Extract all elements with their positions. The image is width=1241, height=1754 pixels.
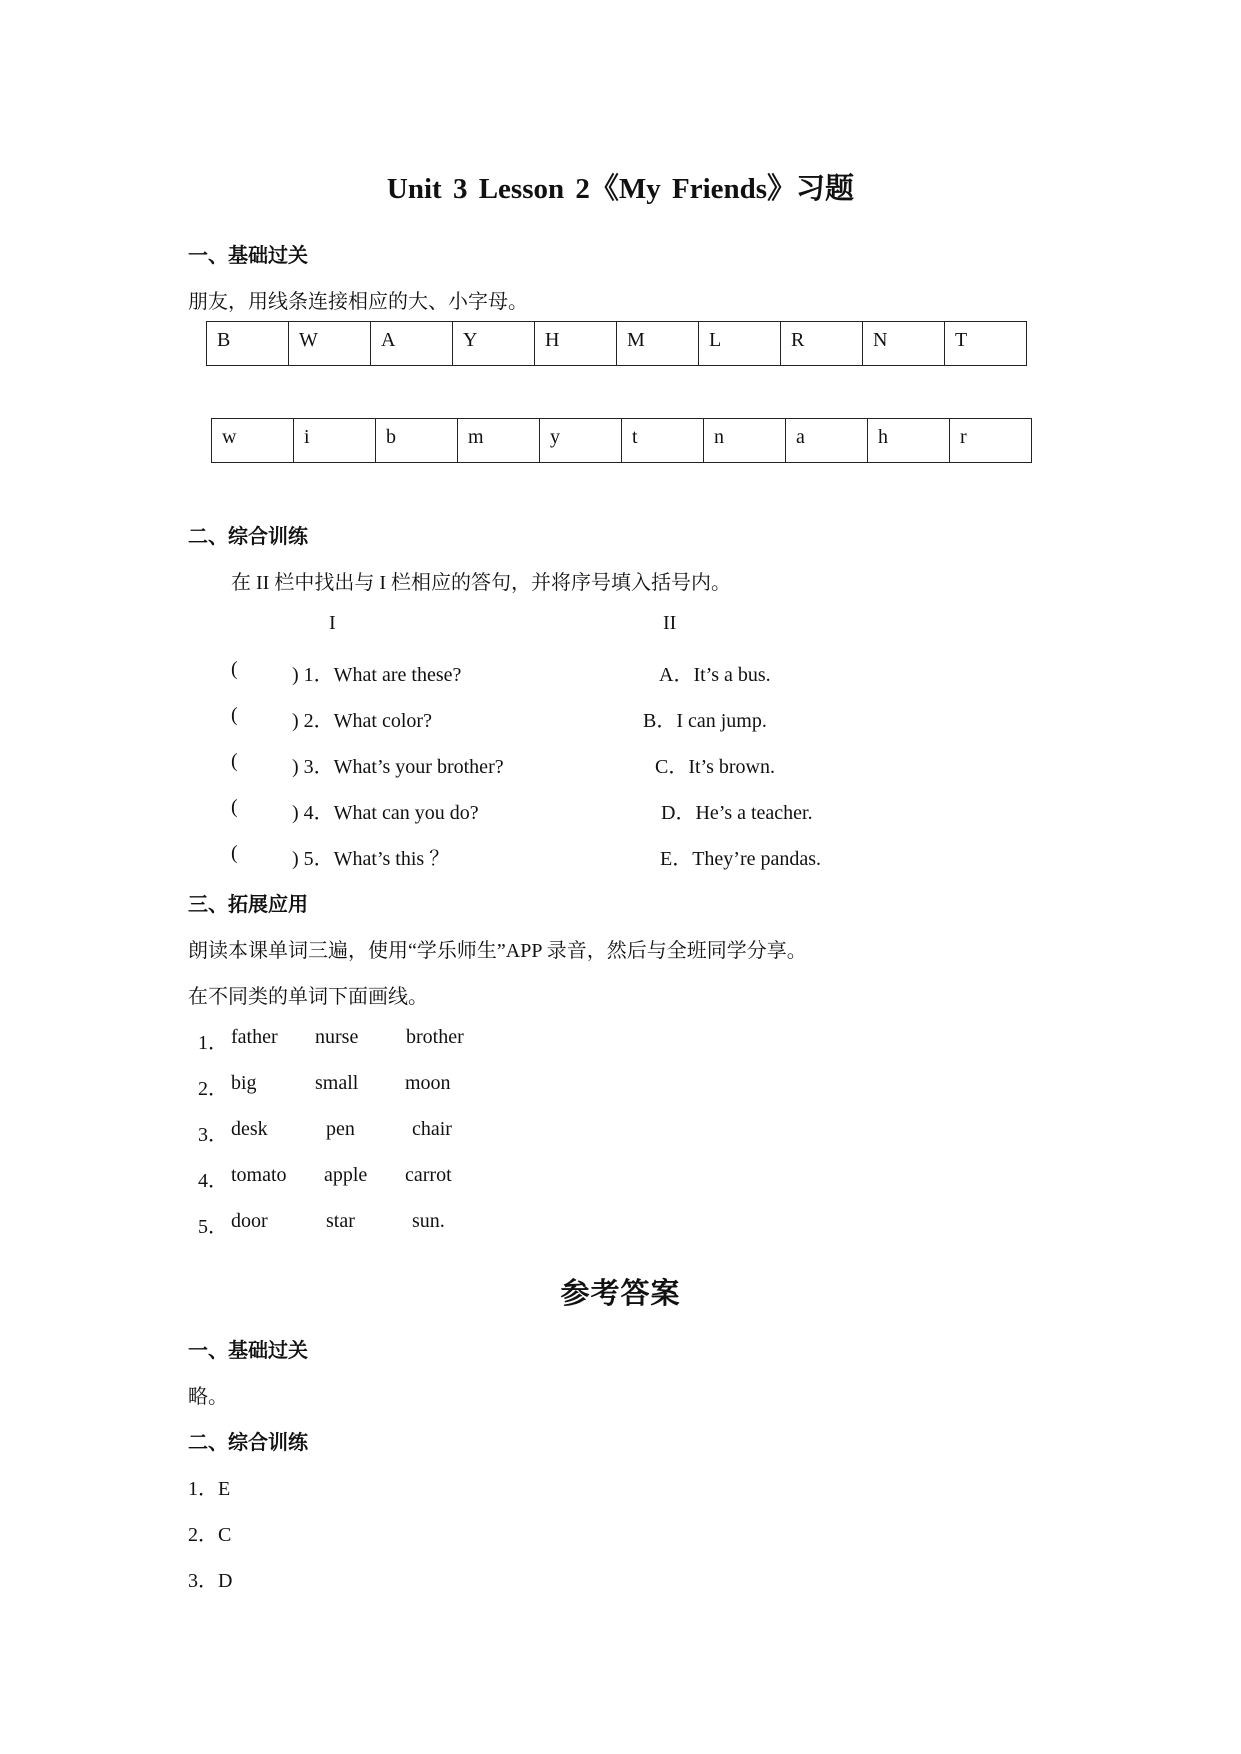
letter-cell: B xyxy=(207,322,289,366)
answer-heading-1: 一、基础过关 xyxy=(188,1338,308,1362)
column-label-i: I xyxy=(329,612,336,634)
word: brother xyxy=(406,1026,464,1048)
question-3: ) 3．What’s your brother? xyxy=(292,756,504,778)
letter-cell: h xyxy=(868,419,950,463)
word: big xyxy=(231,1072,257,1094)
word: small xyxy=(315,1072,359,1094)
word: father xyxy=(231,1026,278,1048)
answer-option-e: E．They’re pandas. xyxy=(660,848,822,870)
letter-cell: t xyxy=(622,419,704,463)
letter-cell: T xyxy=(945,322,1027,366)
section1-heading: 一、基础过关 xyxy=(188,243,308,267)
section1-instruction: 朋友，用线条连接相应的大、小字母。 xyxy=(188,291,528,313)
column-label-ii: II xyxy=(663,612,677,634)
answer-option-c: C．It’s brown. xyxy=(655,756,775,778)
word: door xyxy=(231,1210,268,1232)
answer-1: 略。 xyxy=(188,1386,228,1408)
word: moon xyxy=(405,1072,451,1094)
answer-paren: ( xyxy=(231,796,238,818)
word: pen xyxy=(326,1118,355,1140)
answer-paren: ( xyxy=(231,842,238,864)
section3-line1: 朗读本课单词三遍，使用“学乐师生”APP 录音，然后与全班同学分享。 xyxy=(188,940,807,962)
word-row-number: 1． xyxy=(198,1032,228,1054)
letter-cell: A xyxy=(371,322,453,366)
letter-cell: a xyxy=(786,419,868,463)
word: sun. xyxy=(412,1210,445,1232)
question-2: ) 2．What color? xyxy=(292,710,432,732)
letter-cell: H xyxy=(535,322,617,366)
word: apple xyxy=(324,1164,368,1186)
word-row-number: 2． xyxy=(198,1078,228,1100)
question-1: ) 1．What are these? xyxy=(292,664,462,686)
letter-cell: L xyxy=(699,322,781,366)
letter-cell: M xyxy=(617,322,699,366)
page-title: Unit 3 Lesson 2《My Friends》习题 xyxy=(386,173,855,205)
answer-paren: ( xyxy=(231,750,238,772)
letter-cell: Y xyxy=(453,322,535,366)
word: chair xyxy=(412,1118,452,1140)
word-row-number: 4． xyxy=(198,1170,228,1192)
answer-option-a: A．It’s a bus. xyxy=(659,664,771,686)
lowercase-letter-table xyxy=(211,418,1032,463)
section2-instruction: 在 II 栏中找出与 I 栏相应的答句，并将序号填入括号内。 xyxy=(231,572,731,594)
letter-cell: b xyxy=(376,419,458,463)
letter-cell: n xyxy=(704,419,786,463)
letter-cell: R xyxy=(781,322,863,366)
section3-line2: 在不同类的单词下面画线。 xyxy=(188,986,428,1008)
letter-cell: N xyxy=(863,322,945,366)
answer-item: 2．C xyxy=(188,1524,232,1546)
answer-item: 1．E xyxy=(188,1478,231,1500)
section2-heading: 二、综合训练 xyxy=(188,524,308,548)
word: desk xyxy=(231,1118,268,1140)
answer-option-d: D．He’s a teacher. xyxy=(661,802,813,824)
word: tomato xyxy=(231,1164,287,1186)
section3-heading: 三、拓展应用 xyxy=(188,892,308,916)
letter-cell: m xyxy=(458,419,540,463)
letter-cell: i xyxy=(294,419,376,463)
uppercase-letter-table xyxy=(206,321,1027,366)
answer-heading-2: 二、综合训练 xyxy=(188,1430,308,1454)
answer-paren: ( xyxy=(231,658,238,680)
word-row-number: 3． xyxy=(198,1124,228,1146)
question-4: ) 4．What can you do? xyxy=(292,802,479,824)
answer-paren: ( xyxy=(231,704,238,726)
word: carrot xyxy=(405,1164,452,1186)
answer-item: 3．D xyxy=(188,1570,233,1592)
question-5: ) 5．What’s this ？ xyxy=(292,848,450,870)
word-row-number: 5． xyxy=(198,1216,228,1238)
word: star xyxy=(326,1210,355,1232)
word: nurse xyxy=(315,1026,359,1048)
letter-cell: W xyxy=(289,322,371,366)
answer-option-b: B．I can jump. xyxy=(643,710,767,732)
letter-cell: r xyxy=(950,419,1032,463)
answer-key-title: 参考答案 xyxy=(560,1278,681,1310)
letter-cell: w xyxy=(212,419,294,463)
letter-cell: y xyxy=(540,419,622,463)
